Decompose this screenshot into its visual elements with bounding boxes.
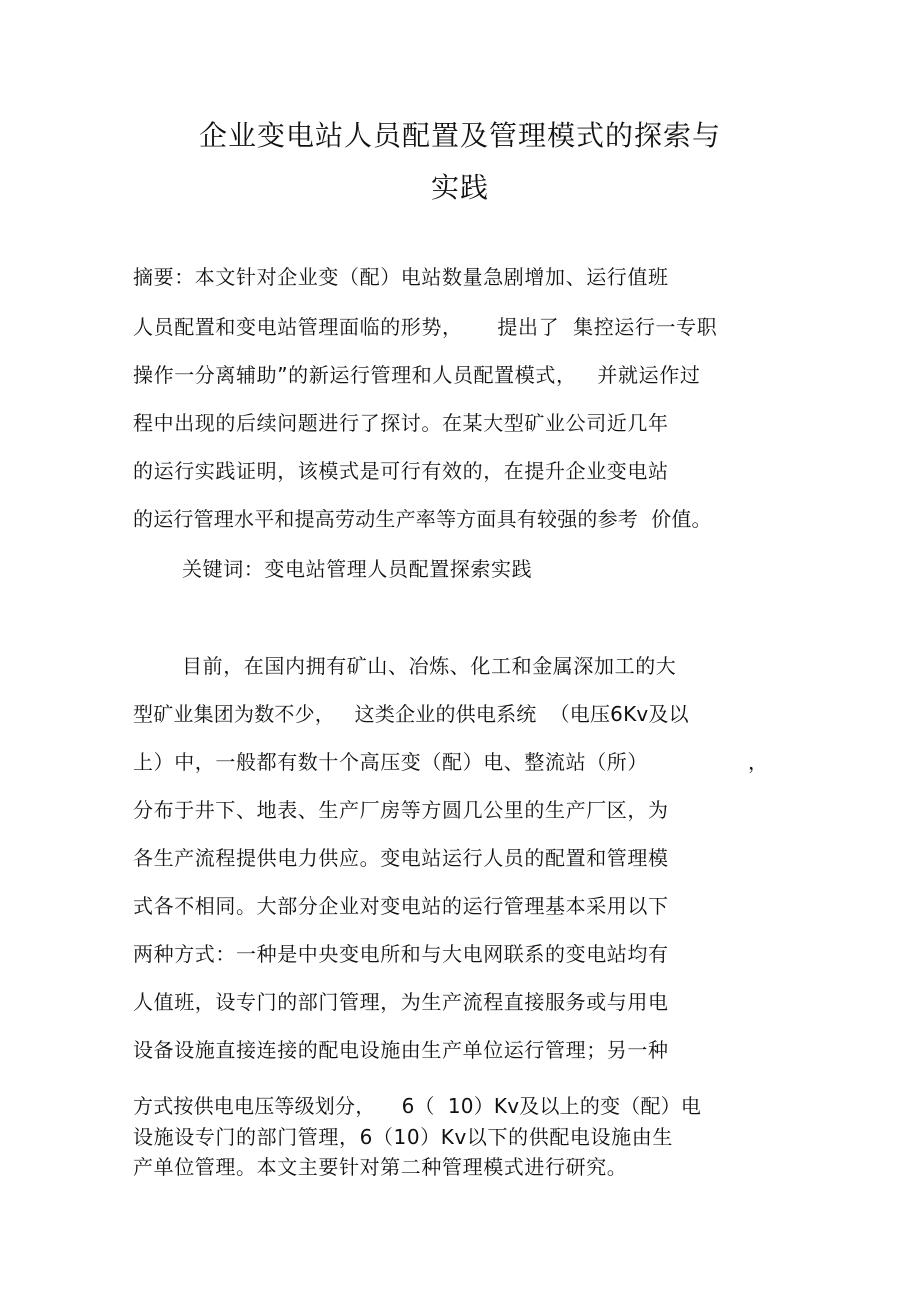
abstract-line: 的运行管理水平和提高劳动生产率等方面具有较强的参考 价值。 bbox=[133, 507, 712, 531]
body-line-trailing-comma: ， bbox=[748, 750, 769, 774]
abstract-line: 摘要：本文针对企业变（配）电站数量急剧增加、运行值班 bbox=[133, 265, 669, 289]
body-line: 型矿业集团为数不少， 这类企业的供电系统 （电压6Kv及以 bbox=[133, 702, 689, 726]
body-line: 式各不相同。大部分企业对变电站的运行管理基本采用以下 bbox=[133, 894, 669, 918]
abstract-line: 人员配置和变电站管理面临的形势， 提出了 集控运行一专职 bbox=[133, 315, 718, 339]
document-title-line-2: 实践 bbox=[430, 171, 489, 204]
body-line: 各生产流程提供电力供应。变电站运行人员的配置和管理模 bbox=[133, 846, 669, 870]
abstract-line: 的运行实践证明，该模式是可行有效的，在提升企业变电站 bbox=[133, 459, 669, 483]
abstract-line: 程中出现的后续问题进行了探讨。在某大型矿业公司近几年 bbox=[133, 411, 669, 435]
body-line: 设备设施直接连接的配电设施由生产单位运行管理；另一种 bbox=[133, 1038, 669, 1062]
body-line: 分布于井下、地表、生产厂房等方圆几公里的生产厂区，为 bbox=[133, 798, 669, 822]
body-line: 两种方式：一种是中央变电所和与大电网联系的变电站均有 bbox=[133, 942, 669, 966]
body-line: 人值班，设专门的部门管理，为生产流程直接服务或与用电 bbox=[133, 990, 669, 1014]
body-line: 上）中，一般都有数十个高压变（配）电、整流站（所） bbox=[133, 750, 648, 774]
body-line: 方式按供电电压等级划分， 6（ 10）Kv及以上的变（配）电 bbox=[133, 1094, 702, 1118]
document-title-line-1: 企业变电站人员配置及管理模式的探索与 bbox=[198, 119, 721, 152]
body-line: 产单位管理。本文主要针对第二种管理模式进行研究。 bbox=[133, 1155, 628, 1179]
abstract-line: 操作一分离辅助”的新运行管理和人员配置模式， 并就运作过 bbox=[133, 363, 701, 387]
body-line: 目前，在国内拥有矿山、冶炼、化工和金属深加工的大 bbox=[182, 654, 677, 678]
body-line: 设施设专门的部门管理，6（10）Kv以下的供配电设施由生 bbox=[133, 1125, 673, 1149]
keywords: 关键词：变电站管理人员配置探索实践 bbox=[182, 557, 533, 581]
